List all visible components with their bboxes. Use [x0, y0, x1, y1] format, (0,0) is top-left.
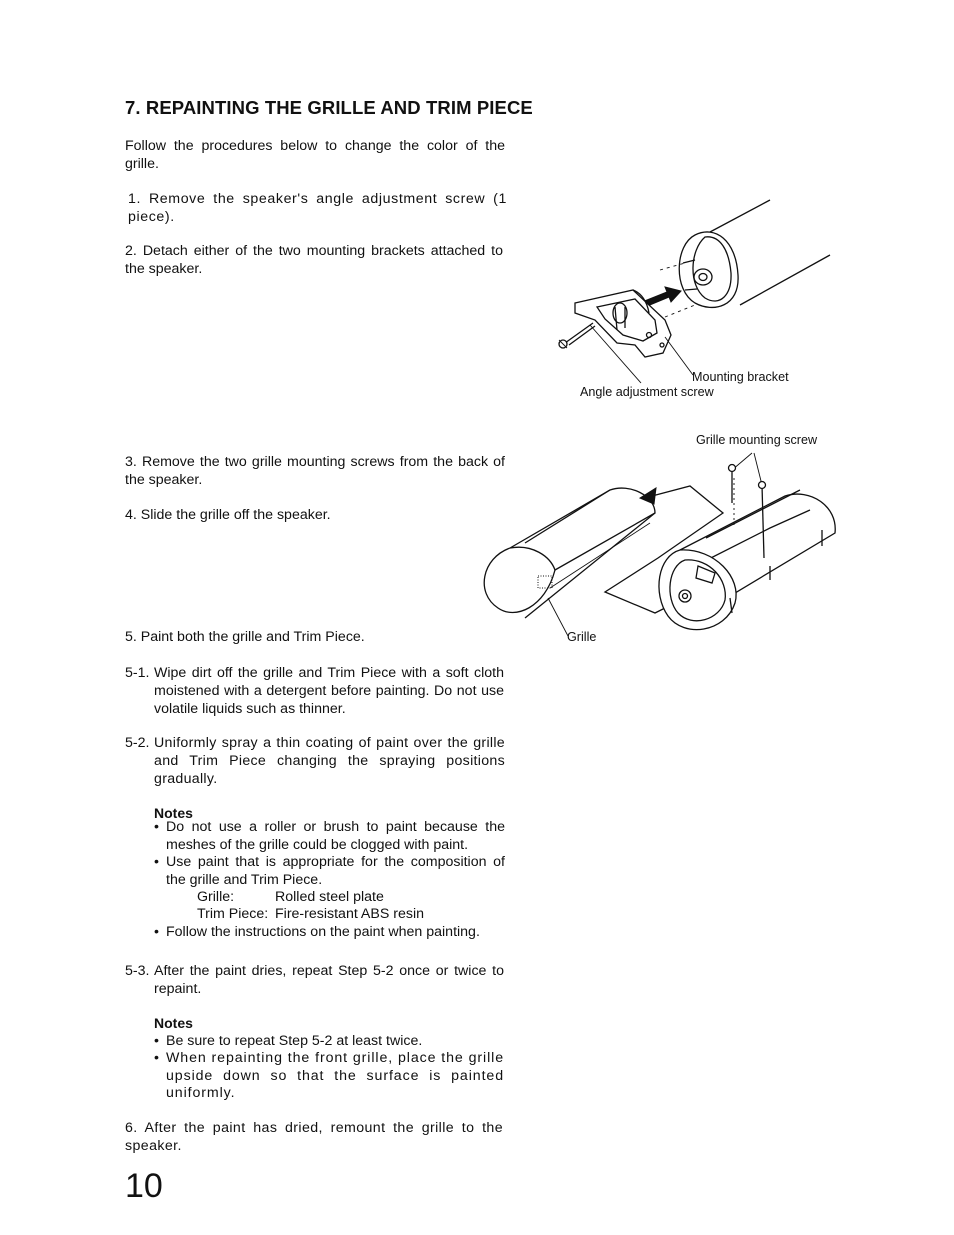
- notes-1-bullet-3: Follow the instructions on the paint when painting.: [166, 924, 480, 940]
- bullet-mark: •: [154, 854, 159, 870]
- step-3: [125, 453, 505, 489]
- step-1-text: 1. Remove the speaker's angle adjustment screw (1 piece).: [128, 191, 507, 225]
- notes-2-bullet-1: Be sure to repeat Step 5-2 at least twice.: [166, 1033, 423, 1049]
- trim-material-value: Fire-resistant ABS resin: [275, 906, 425, 922]
- step-4: 4. Slide the grille off the speaker.: [125, 507, 331, 523]
- grille-material-label: Grille:: [197, 889, 235, 905]
- trim-material-label: Trim Piece:: [197, 906, 269, 922]
- bullet-mark: •: [154, 1033, 159, 1049]
- step-5-1-number: 5-1.: [125, 665, 150, 681]
- bullet-mark: •: [154, 924, 159, 940]
- notes-1-bullet-1: Do not use a roller or brush to paint because the meshes of the grille could be clogged with paint.: [166, 819, 505, 853]
- step-5-2-text: Uniformly spray a thin coating of paint over the grille and Trim Piece changing the spraying positions gradually.: [154, 735, 505, 787]
- bullet-mark: •: [154, 1050, 159, 1066]
- label-grille: Grille: [567, 630, 597, 644]
- page-number: 10: [125, 1167, 163, 1205]
- step-5: 5. Paint both the grille and Trim Piece.: [125, 629, 365, 645]
- label-angle-adjustment-screw: Angle adjustment screw: [580, 385, 714, 399]
- label-mounting-bracket: Mounting bracket: [692, 370, 789, 384]
- step-2: [125, 242, 503, 278]
- label-grille-mounting-screw: Grille mounting screw: [696, 433, 818, 447]
- step-1: [128, 190, 507, 226]
- step-3-text: 3. Remove the two grille mounting screws from the back of the speaker.: [125, 454, 505, 488]
- step-5-3-number: 5-3.: [125, 963, 150, 979]
- bullet-mark: •: [154, 819, 159, 835]
- notes-2-title: Notes: [154, 1015, 193, 1031]
- notes-1-bullet-2: Use paint that is appropriate for the composition of the grille and Trim Piece.: [166, 854, 505, 888]
- step-6: 6. After the paint has dried, remount the grille to the speaker.: [125, 1120, 503, 1154]
- figure-grille-removal: [470, 448, 850, 638]
- notes-1-title: Notes: [154, 805, 193, 821]
- step-5-3-text: After the paint dries, repeat Step 5-2 once or twice to repaint.: [154, 963, 504, 997]
- step-5-1-text: Wipe dirt off the grille and Trim Piece with a soft cloth moistened with a detergent before painting. Do not use volatile liquids such as thinner.: [154, 665, 504, 717]
- figure-mounting-bracket: [545, 195, 845, 370]
- step-5-2-number: 5-2.: [125, 735, 150, 751]
- grille-material-value: Rolled steel plate: [275, 889, 384, 905]
- section-heading: 7. REPAINTING THE GRILLE AND TRIM PIECE: [125, 97, 533, 118]
- intro-paragraph: Follow the procedures below to change the color of the grille.: [125, 138, 505, 172]
- notes-2-bullet-2: When repainting the front grille, place the grille upside down so that the surface is painted uniformly.: [166, 1050, 504, 1101]
- step-2-text: 2. Detach either of the two mounting brackets attached to the speaker.: [125, 243, 503, 277]
